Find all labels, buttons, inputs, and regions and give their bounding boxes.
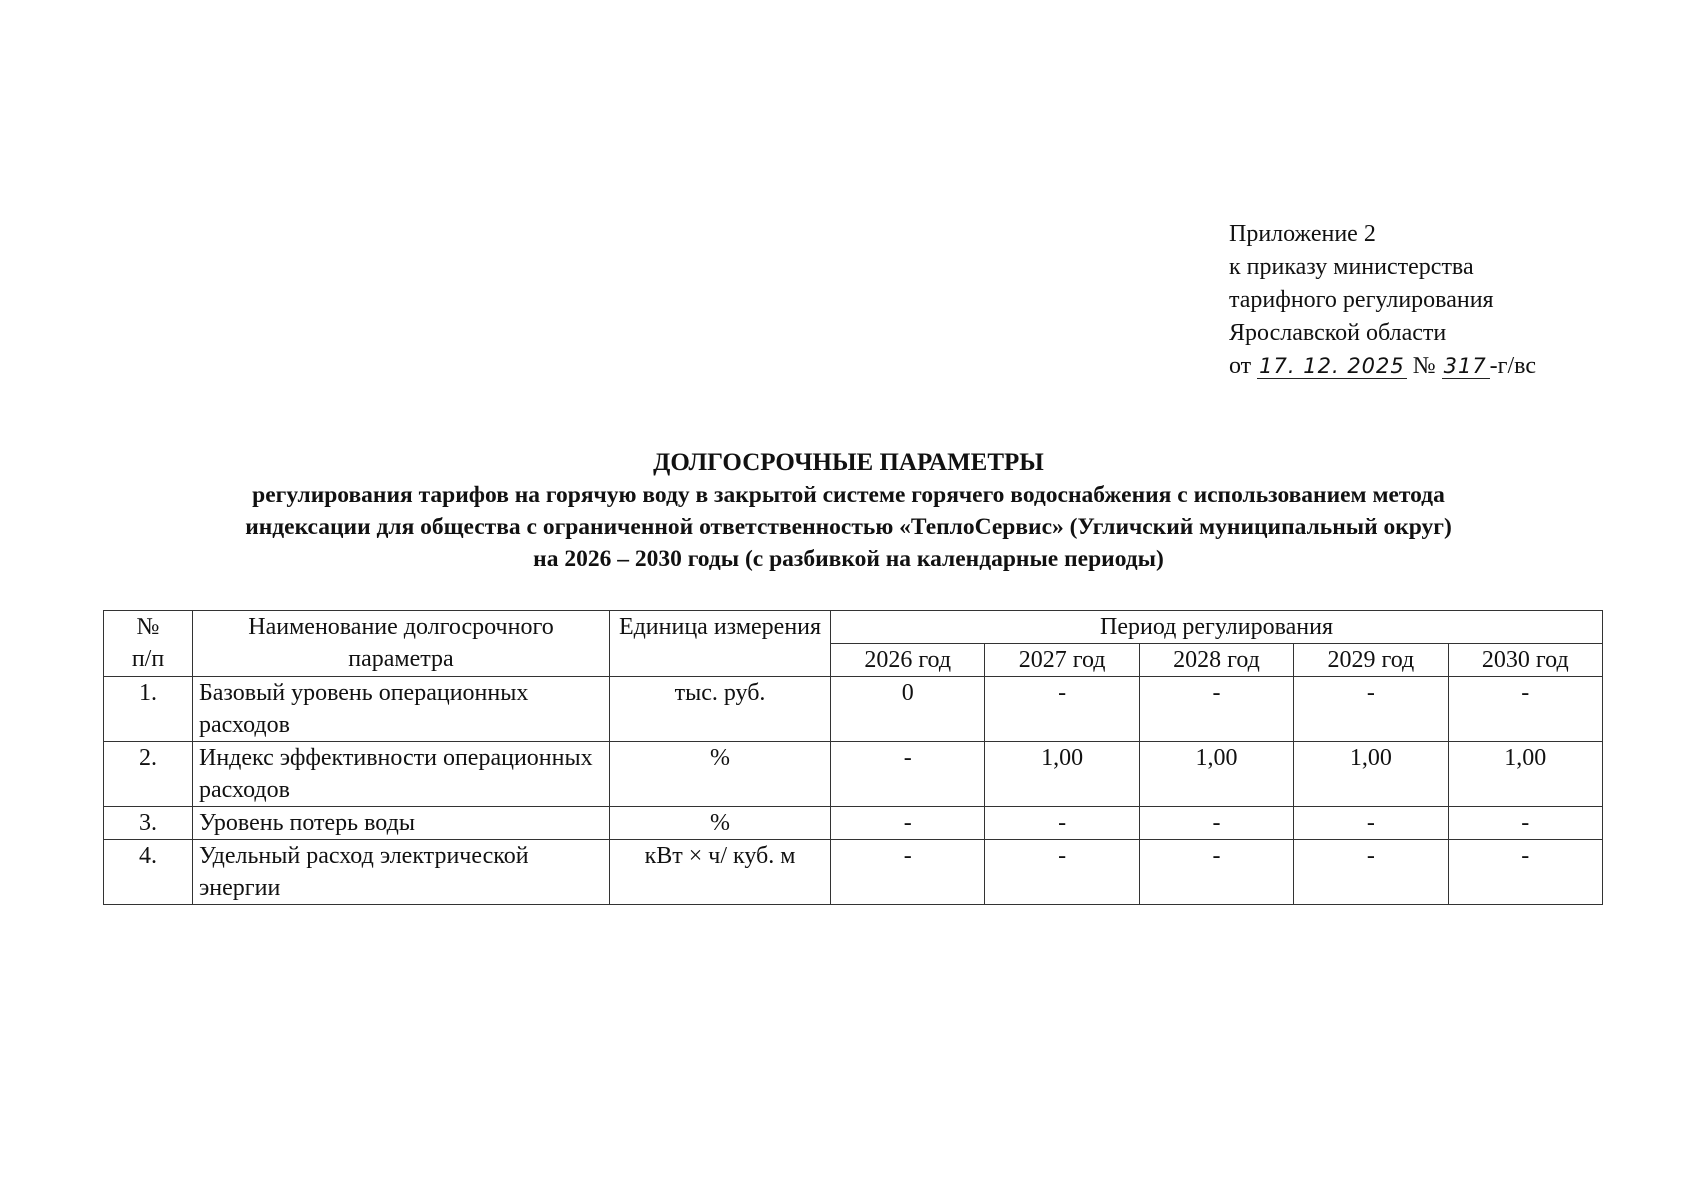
value-cell: 1,00: [1139, 742, 1293, 807]
value-cell: -: [1448, 677, 1602, 742]
appendix-line: к приказу министерства: [1229, 254, 1474, 280]
header-year: 2030 год: [1448, 644, 1602, 677]
document-subtitle-line: индексации для общества с ограниченной ответственностью «ТеплоСервис» (Угличский муниципальный округ): [245, 514, 1452, 540]
parameter-name: Уровень потерь воды: [193, 807, 610, 840]
header-year: 2029 год: [1294, 644, 1448, 677]
document-subtitle-line: регулирования тарифов на горячую воду в закрытой системе горячего водоснабжения с использованием метода: [252, 482, 1445, 508]
value-cell: -: [1294, 677, 1448, 742]
value-cell: 0: [831, 677, 985, 742]
header-row: [104, 611, 1603, 644]
row-number: 3.: [104, 807, 193, 840]
parameter-unit: кВт × ч/ куб. м: [610, 840, 831, 905]
parameter-unit: тыс. руб.: [610, 677, 831, 742]
parameter-name: Индекс эффективности операционных расходов: [193, 742, 610, 807]
value-cell: -: [831, 840, 985, 905]
value-cell: -: [831, 807, 985, 840]
appendix-line: Ярославской области: [1229, 320, 1447, 346]
appendix-block: [1229, 218, 1536, 383]
table-row: [104, 742, 1603, 807]
number-sign: №: [1412, 353, 1436, 379]
row-number: 2.: [104, 742, 193, 807]
document-title: ДОЛГОСРОЧНЫЕ ПАРАМЕТРЫ: [653, 449, 1044, 476]
header-year: 2027 год: [985, 644, 1139, 677]
value-cell: 1,00: [985, 742, 1139, 807]
order-reference-line: [1229, 350, 1536, 383]
appendix-line: Приложение 2: [1229, 221, 1376, 247]
header-period: Период регулирования: [831, 611, 1603, 644]
order-number-suffix: -г/вс: [1489, 353, 1537, 379]
header-name: Наименование долгосрочного параметра: [193, 611, 610, 677]
value-cell: -: [1139, 677, 1293, 742]
value-cell: -: [985, 840, 1139, 905]
value-cell: -: [831, 742, 985, 807]
document-subtitle-line: на 2026 – 2030 годы (с разбивкой на календарные периоды): [533, 546, 1164, 572]
value-cell: -: [985, 677, 1139, 742]
handwritten-order-number: 317: [1442, 354, 1490, 379]
value-cell: 1,00: [1448, 742, 1602, 807]
header-num: № п/п: [104, 611, 193, 677]
parameter-unit: %: [610, 742, 831, 807]
header-year: 2028 год: [1139, 644, 1293, 677]
row-number: 1.: [104, 677, 193, 742]
header-year: 2026 год: [831, 644, 985, 677]
parameter-name: Удельный расход электрической энергии: [193, 840, 610, 905]
handwritten-date: 17. 12. 2025: [1259, 354, 1405, 378]
appendix-line: тарифного регулирования: [1229, 287, 1494, 313]
table-row: [104, 840, 1603, 905]
table-row: [104, 677, 1603, 742]
parameter-unit: %: [610, 807, 831, 840]
value-cell: -: [985, 807, 1139, 840]
value-cell: -: [1448, 840, 1602, 905]
parameter-name: Базовый уровень операционных расходов: [193, 677, 610, 742]
row-number: 4.: [104, 840, 193, 905]
value-cell: -: [1294, 807, 1448, 840]
parameters-table: [103, 610, 1603, 905]
value-cell: -: [1139, 840, 1293, 905]
value-cell: 1,00: [1294, 742, 1448, 807]
document-title-block: [100, 447, 1597, 575]
value-cell: -: [1294, 840, 1448, 905]
header-unit: Единица измерения: [610, 611, 831, 677]
date-prefix: от: [1229, 353, 1252, 379]
value-cell: -: [1139, 807, 1293, 840]
table-row: [104, 807, 1603, 840]
value-cell: -: [1448, 807, 1602, 840]
